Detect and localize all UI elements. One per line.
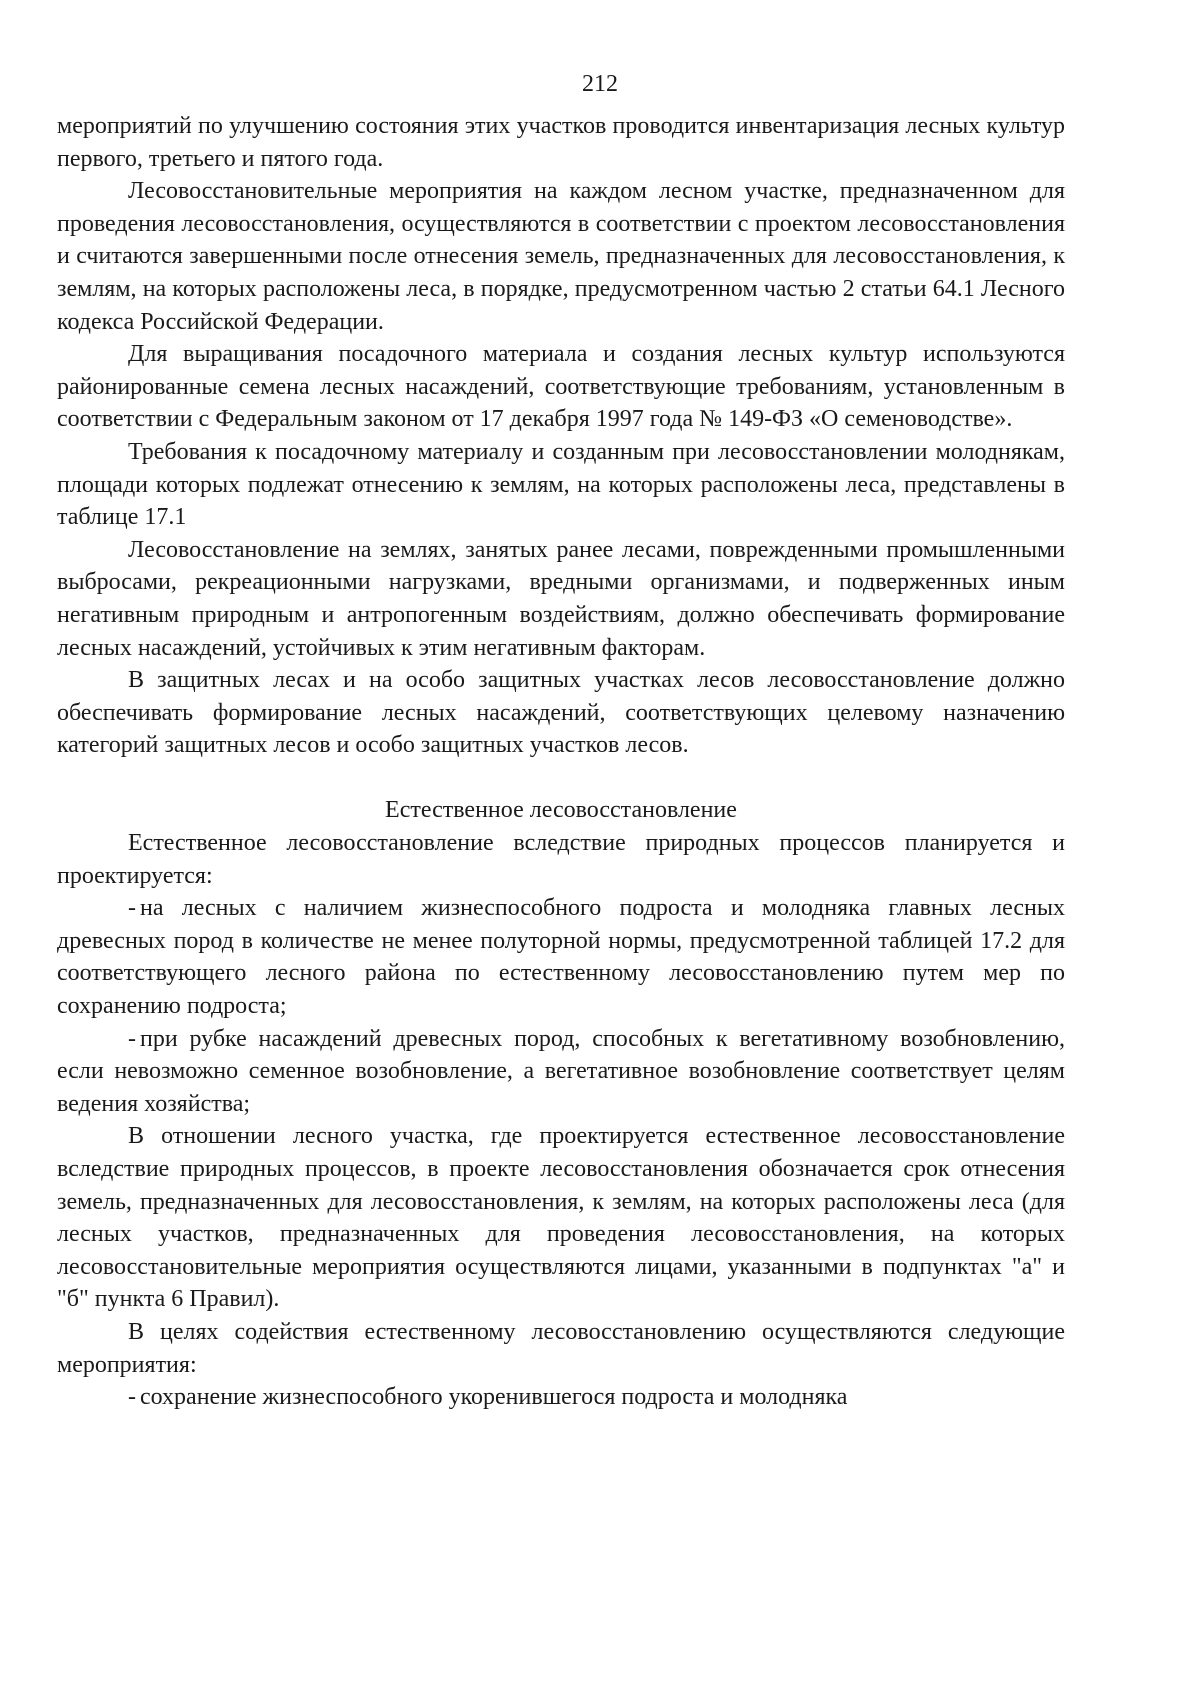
paragraph: Лесовосстановительные мероприятия на каждом лесном участке, предназначенном для проведения лесовосстановления, осуществляются в соответствии с проектом лесовосстановления и считаются завершенными после отнесения земель, предназначенных для лесовосстановления, к землям, на которых расположены леса, в порядке, предусмотренном частью 2 статьи 64.1 Лесного кодекса Российской Федерации. — [57, 178, 1065, 335]
paragraph: Естественное лесовосстановление вследствие природных процессов планируется и проектируется: — [57, 830, 1065, 889]
section-gap — [57, 762, 1065, 795]
paragraph: Для выращивания посадочного материала и создания лесных культур используются районированные семена лесных насаждений, соответствующие требованиям, установленным в соответствии с Федеральным законом от 17 декабря 1997 года № 149-ФЗ «О семеноводстве». — [57, 341, 1065, 433]
list-item-text: сохранение жизнеспособного укоренившегося подроста и молодняка — [140, 1384, 848, 1411]
bullet-dash: - — [128, 1025, 136, 1052]
list-item — [57, 892, 1065, 1022]
paragraph: мероприятий по улучшению состояния этих участков проводится инвентаризация лесных культур первого, третьего и пятого года. — [57, 113, 1065, 172]
section-heading: Естественное лесовосстановление — [385, 797, 737, 824]
paragraph: Лесовосстановление на землях, занятых ранее лесами, поврежденными промышленными выбросами, рекреационными нагрузками, вредными организмами, и подверженных иным негативным природным и антропогенным воздействиям, должно обеспечивать формирование лесных насаждений, устойчивых к этим негативным факторам. — [57, 536, 1065, 661]
list-item — [57, 1381, 1065, 1414]
paragraph: В защитных лесах и на особо защитных участках лесов лесовосстановление должно обеспечивать формирование лесных насаждений, соответствующих целевому назначению категорий защитных лесов и особо защитных участков лесов. — [57, 667, 1065, 759]
paragraph: В отношении лесного участка, где проектируется естественное лесовосстановление вследствие природных процессов, в проекте лесовосстановления обозначается срок отнесения земель, предназначенных для лесовосстановления, к землям, на которых расположены леса (для лесных участков, предназначенных для проведения лесовосстановления, на которых лесовосстановительные мероприятия осуществляются лицами, указанными в подпунктах "а" и "б" пункта 6 Правил). — [57, 1123, 1065, 1313]
document-body — [57, 110, 1065, 1414]
bullet-dash: - — [128, 895, 136, 922]
paragraph: В целях содействия естественному лесовосстановлению осуществляются следующие мероприятия: — [57, 1318, 1065, 1378]
paragraph: Требования к посадочному материалу и созданным при лесовосстановлении молоднякам, площади которых подлежат отнесению к землям, на которых расположены леса, представлены в таблице 17.1 — [57, 438, 1065, 531]
list-item — [57, 1023, 1065, 1121]
list-item-text: при рубке насаждений древесных пород, способных к вегетативному возобновлению, если невозможно семенное возобновление, а вегетативное возобновление соответствует целям ведения хозяйства; — [57, 1025, 1065, 1117]
list-item-text: на лесных с наличием жизнеспособного подроста и молодняка главных лесных древесных пород в количестве не менее полуторной нормы, предусмотренной таблицей 17.2 для соответствующего лесного района по естественному лесовосстановлению путем мер по сохранению подроста; — [57, 895, 1065, 1020]
bullet-dash: - — [128, 1384, 136, 1411]
page-number: 212 — [582, 71, 618, 97]
